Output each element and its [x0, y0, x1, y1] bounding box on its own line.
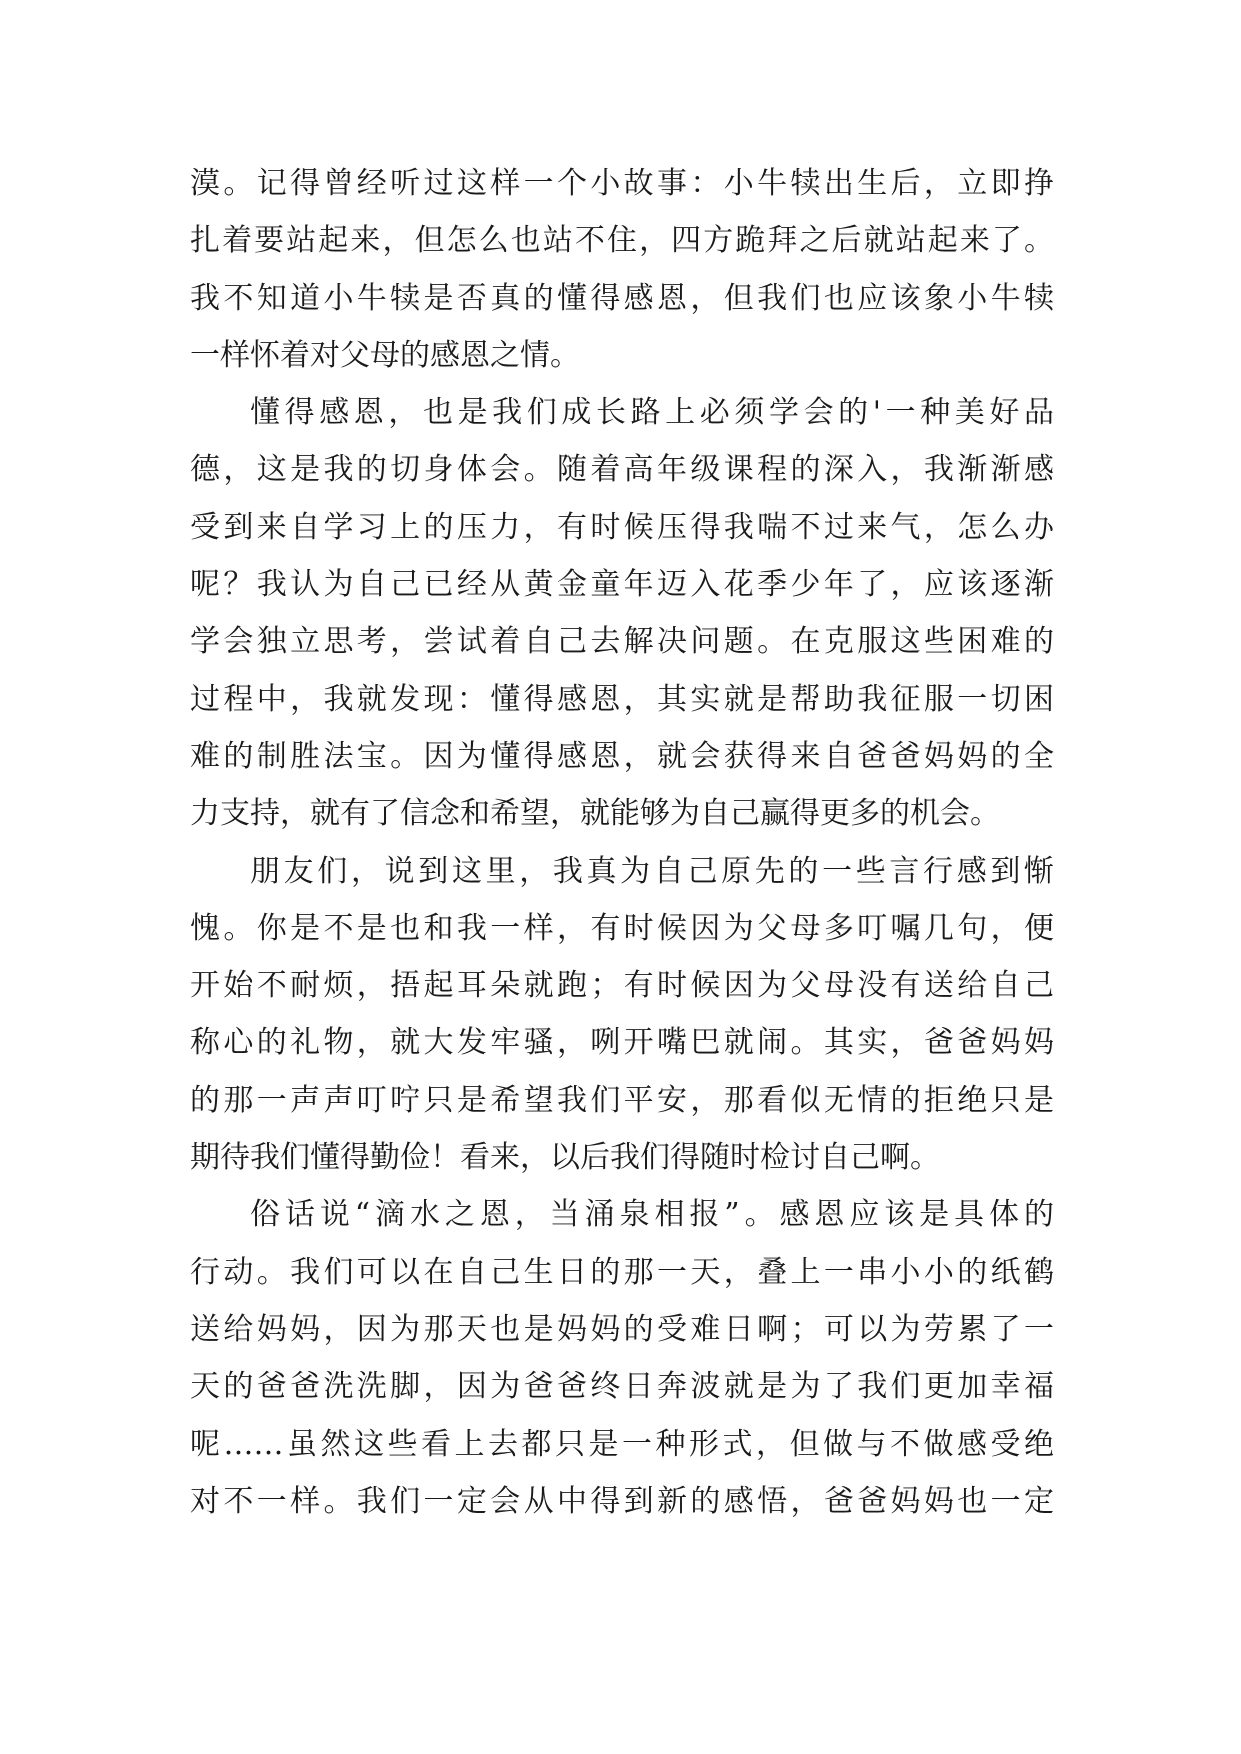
body-text	[190, 155, 1054, 1530]
paragraph-first-line: 俗话说“滴水之恩，当涌泉相报”。感恩应该是具体的	[250, 1197, 1054, 1233]
paragraph-first-line: 朋友们，说到这里，我真为自己原先的一些言行感到惭	[250, 853, 1054, 889]
text-line: 难的制胜法宝。因为懂得感恩，就会获得来自爸爸妈妈的全	[190, 738, 1054, 774]
text-line: 呢？我认为自己已经从黄金童年迈入花季少年了，应该逐渐	[190, 567, 1054, 603]
text-line: 学会独立思考，尝试着自己去解决问题。在克服这些困难的	[190, 624, 1054, 660]
text-line: 力支持，就有了信念和希望，就能够为自己赢得更多的机会。	[190, 796, 1000, 832]
text-line: 行动。我们可以在自己生日的那一天，叠上一串小小的纸鹤	[190, 1254, 1054, 1290]
text-line: 受到来自学习上的压力，有时候压得我喘不过来气，怎么办	[190, 509, 1054, 545]
paragraph-first-line: 懂得感恩，也是我们成长路上必须学会的'一种美好品	[250, 395, 1054, 431]
text-line: 送给妈妈，因为那天也是妈妈的受难日啊；可以为劳累了一	[190, 1311, 1054, 1347]
text-line: 期待我们懂得勤俭！看来，以后我们得随时检讨自己啊。	[190, 1140, 940, 1176]
text-line: 的那一声声叮咛只是希望我们平安，那看似无情的拒绝只是	[190, 1082, 1054, 1118]
text-line: 愧。你是不是也和我一样，有时候因为父母多叮嘱几句，便	[190, 910, 1054, 946]
text-line: 过程中，我就发现：懂得感恩，其实就是帮助我征服一切困	[190, 681, 1054, 717]
text-line: 呢……虽然这些看上去都只是一种形式，但做与不做感受绝	[190, 1426, 1054, 1462]
text-line: 称心的礼物，就大发牢骚，咧开嘴巴就闹。其实，爸爸妈妈	[190, 1025, 1054, 1061]
text-line: 德，这是我的切身体会。随着高年级课程的深入，我渐渐感	[190, 452, 1054, 488]
text-line: 扎着要站起来，但怎么也站不住，四方跪拜之后就站起来了。	[190, 223, 1054, 259]
text-line: 我不知道小牛犊是否真的懂得感恩，但我们也应该象小牛犊	[190, 280, 1054, 316]
text-line: 天的爸爸洗洗脚，因为爸爸终日奔波就是为了我们更加幸福	[190, 1369, 1054, 1405]
text-line: 一样怀着对父母的感恩之情。	[190, 337, 580, 373]
text-line: 开始不耐烦，捂起耳朵就跑；有时候因为父母没有送给自己	[190, 968, 1054, 1004]
text-line: 对不一样。我们一定会从中得到新的感悟，爸爸妈妈也一定	[190, 1483, 1054, 1519]
text-line: 漠。记得曾经听过这样一个小故事：小牛犊出生后，立即挣	[190, 166, 1054, 201]
